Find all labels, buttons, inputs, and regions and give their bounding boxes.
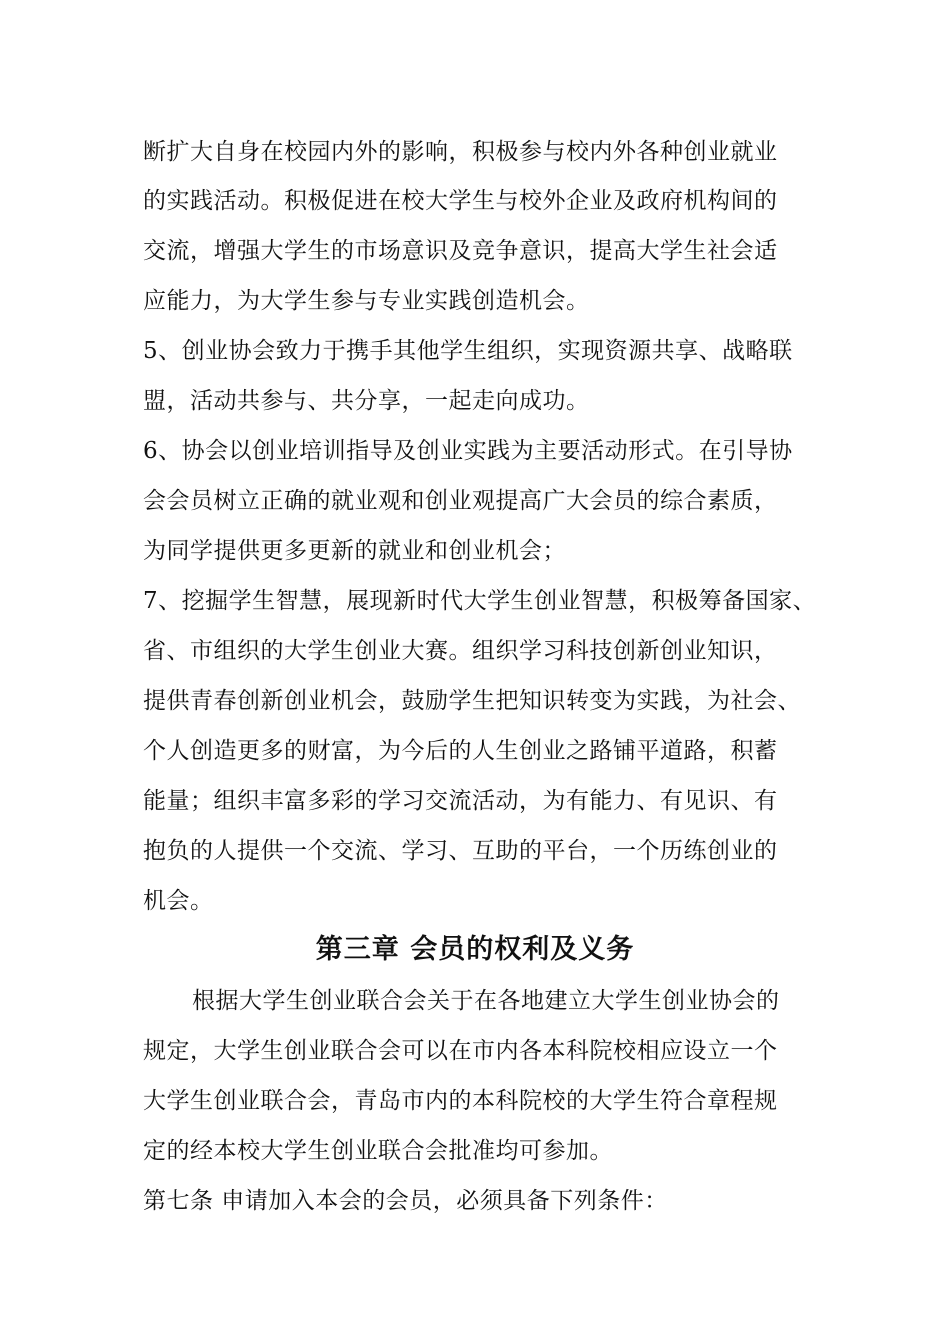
list-item-7-line: 机会。 xyxy=(143,888,214,914)
list-item-5-line: 5、创业协会致力于携手其他学生组织，实现资源共享、战略联 xyxy=(143,338,793,364)
list-item-5-line: 盟，活动共参与、共分享，一起走向成功。 xyxy=(143,388,590,414)
list-item-7-line: 个人创造更多的财富，为今后的人生创业之路铺平道路，积蓄 xyxy=(143,738,778,764)
paragraph-line: 的实践活动。积极促进在校大学生与校外企业及政府机构间的 xyxy=(143,188,778,214)
chapter-title: 第三章 会员的权利及义务 xyxy=(315,934,635,965)
list-item-7-line: 能量；组织丰富多彩的学习交流活动，为有能力、有见识、有 xyxy=(143,788,778,814)
list-item-6-line: 会会员树立正确的就业观和创业观提高广大会员的综合素质， xyxy=(143,488,778,514)
chapter-paragraph-line: 定的经本校大学生创业联合会批准均可参加。 xyxy=(143,1138,613,1164)
chapter-paragraph-line: 大学生创业联合会，青岛市内的本科院校的大学生符合章程规 xyxy=(143,1088,778,1114)
paragraph-line: 应能力，为大学生参与专业实践创造机会。 xyxy=(143,288,590,314)
list-item-7-line: 7、挖掘学生智慧，展现新时代大学生创业智慧，积极筹备国家、 xyxy=(143,588,817,614)
list-item-7-line: 抱负的人提供一个交流、学习、互助的平台，一个历练创业的 xyxy=(143,838,778,864)
chapter-paragraph-line: 根据大学生创业联合会关于在各地建立大学生创业协会的 xyxy=(192,988,780,1014)
paragraph-line: 断扩大自身在校园内外的影响，积极参与校内外各种创业就业 xyxy=(143,139,778,165)
list-item-6-line: 为同学提供更多更新的就业和创业机会； xyxy=(143,538,566,564)
list-item-6-line: 6、协会以创业培训指导及创业实践为主要活动形式。在引导协 xyxy=(143,438,793,464)
list-item-7-line: 提供青春创新创业机会，鼓励学生把知识转变为实践，为社会、 xyxy=(143,688,801,714)
chapter-paragraph-line: 规定，大学生创业联合会可以在市内各本科院校相应设立一个 xyxy=(143,1038,778,1064)
article-7-line: 第七条 申请加入本会的会员，必须具备下列条件： xyxy=(143,1188,668,1214)
list-item-7-line: 省、市组织的大学生创业大赛。组织学习科技创新创业知识， xyxy=(143,638,778,664)
paragraph-line: 交流，增强大学生的市场意识及竞争意识，提高大学生社会适 xyxy=(143,238,778,264)
